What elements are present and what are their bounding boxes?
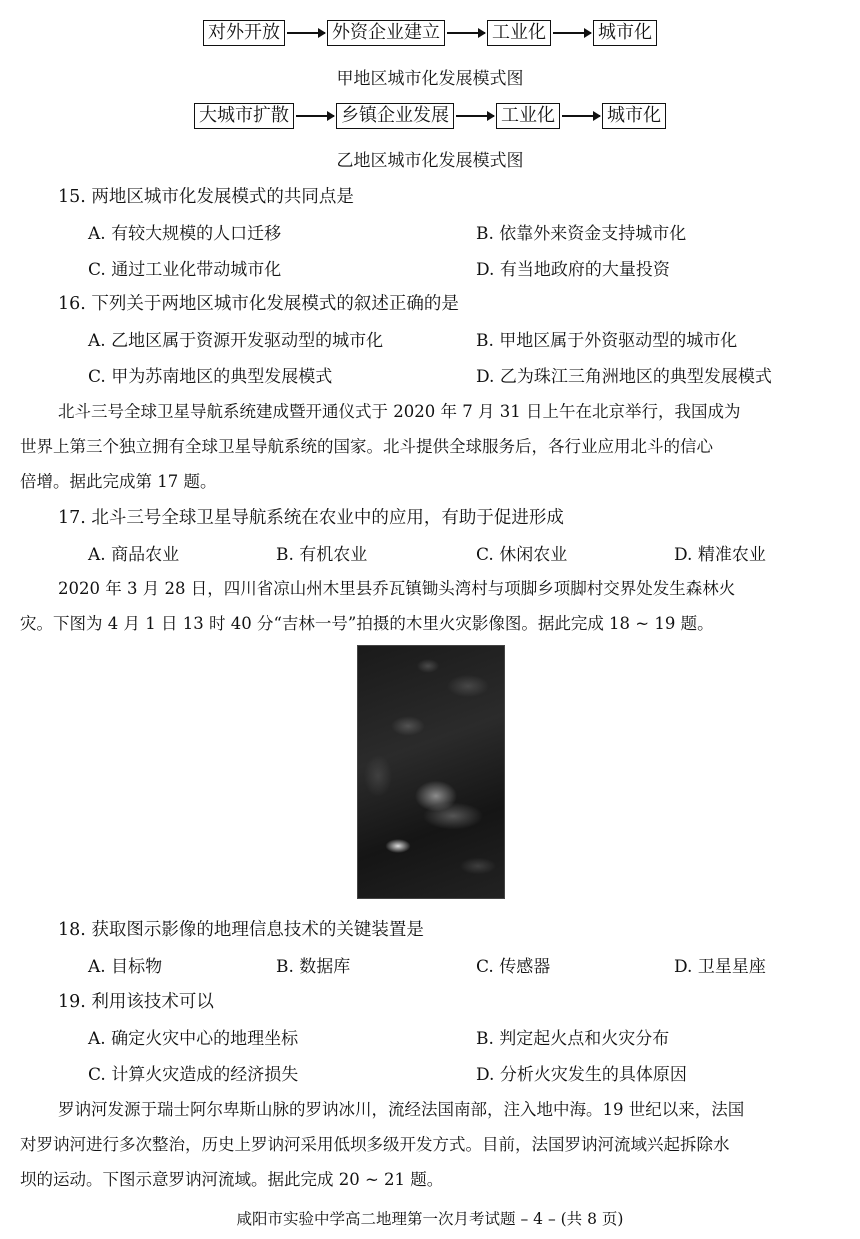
arrow-icon (296, 115, 334, 117)
question-16-option-c: C. 甲为苏南地区的典型发展模式 (88, 367, 333, 387)
flow-box: 工业化 (496, 103, 560, 129)
passage-20-line: 罗讷河发源于瑞士阿尔卑斯山脉的罗讷冰川，流经法国南部，注入地中海。19 世纪以来，法国 (58, 1100, 745, 1119)
question-17-option-d: D. 精准农业 (674, 545, 766, 565)
passage-17-line: 北斗三号全球卫星导航系统建成暨开通仪式于 2020 年 7 月 31 日上午在北京举行，我国成为 (58, 402, 741, 421)
question-15-stem: 15. 两地区城市化发展模式的共同点是 (58, 187, 354, 207)
question-17-option-b: B. 有机农业 (276, 545, 368, 565)
question-15-option-b: B. 依靠外来资金支持城市化 (476, 224, 687, 244)
question-19-stem: 19. 利用该技术可以 (58, 992, 214, 1012)
question-18-option-c: C. 传感器 (476, 957, 551, 977)
diagram-a-flow (0, 20, 860, 46)
passage-18-line: 2020 年 3 月 28 日，四川省凉山州木里县乔瓦镇锄头湾村与项脚乡项脚村交界处发生森林火 (58, 579, 736, 598)
flow-box: 城市化 (593, 20, 657, 46)
flow-box: 乡镇企业发展 (336, 103, 454, 129)
question-17-stem: 17. 北斗三号全球卫星导航系统在农业中的应用，有助于促进形成 (58, 508, 564, 528)
question-19-option-c: C. 计算火灾造成的经济损失 (88, 1065, 299, 1085)
flow-box: 城市化 (602, 103, 666, 129)
arrow-icon (447, 32, 485, 34)
flow-box: 工业化 (487, 20, 551, 46)
flow-box: 外资企业建立 (327, 20, 445, 46)
question-16-option-b: B. 甲地区属于外资驱动型的城市化 (476, 331, 738, 351)
question-16-stem: 16. 下列关于两地区城市化发展模式的叙述正确的是 (58, 294, 459, 314)
question-15-option-c: C. 通过工业化带动城市化 (88, 260, 282, 280)
diagram-a-caption: 甲地区城市化发展模式图 (336, 69, 524, 89)
question-15-option-a: A. 有较大规模的人口迁移 (88, 224, 282, 244)
question-18-option-d: D. 卫星星座 (674, 957, 766, 977)
arrow-icon (456, 115, 494, 117)
question-17-option-c: C. 休闲农业 (476, 545, 568, 565)
question-17-option-a: A. 商品农业 (88, 545, 180, 565)
passage-17-line: 世界上第三个独立拥有全球卫星导航系统的国家。北斗提供全球服务后，各行业应用北斗的信心 (20, 437, 713, 456)
passage-20-line: 对罗讷河进行多次整治，历史上罗讷河采用低坝多级开发方式。目前，法国罗讷河流域兴起拆除水 (20, 1135, 730, 1154)
question-18-option-b: B. 数据库 (276, 957, 351, 977)
question-19-option-d: D. 分析火灾发生的具体原因 (476, 1065, 687, 1085)
question-16-option-d: D. 乙为珠江三角洲地区的典型发展模式 (476, 367, 772, 387)
flow-box: 对外开放 (203, 20, 285, 46)
passage-18-line: 灾。下图为 4 月 1 日 13 时 40 分“吉林一号”拍摄的木里火灾影像图。据此完成 18 ~ 19 题。 (20, 614, 714, 633)
arrow-icon (562, 115, 600, 117)
arrow-icon (553, 32, 591, 34)
fire-satellite-image (357, 645, 505, 899)
diagram-b-caption: 乙地区城市化发展模式图 (336, 151, 524, 171)
question-19-option-a: A. 确定火灾中心的地理坐标 (88, 1029, 299, 1049)
arrow-icon (287, 32, 325, 34)
page-footer: 咸阳市实验中学高二地理第一次月考试题 – 4 – (共 8 页) (236, 1210, 624, 1228)
diagram-b-flow (0, 103, 860, 129)
question-16-option-a: A. 乙地区属于资源开发驱动型的城市化 (88, 331, 384, 351)
passage-20-line: 坝的运动。下图示意罗讷河流域。据此完成 20 ~ 21 题。 (20, 1170, 444, 1189)
question-18-stem: 18. 获取图示影像的地理信息技术的关键装置是 (58, 920, 424, 940)
passage-17-line: 倍增。据此完成第 17 题。 (20, 472, 217, 491)
flow-box: 大城市扩散 (194, 103, 294, 129)
question-18-option-a: A. 目标物 (88, 957, 163, 977)
question-19-option-b: B. 判定起火点和火灾分布 (476, 1029, 670, 1049)
question-15-option-d: D. 有当地政府的大量投资 (476, 260, 670, 280)
